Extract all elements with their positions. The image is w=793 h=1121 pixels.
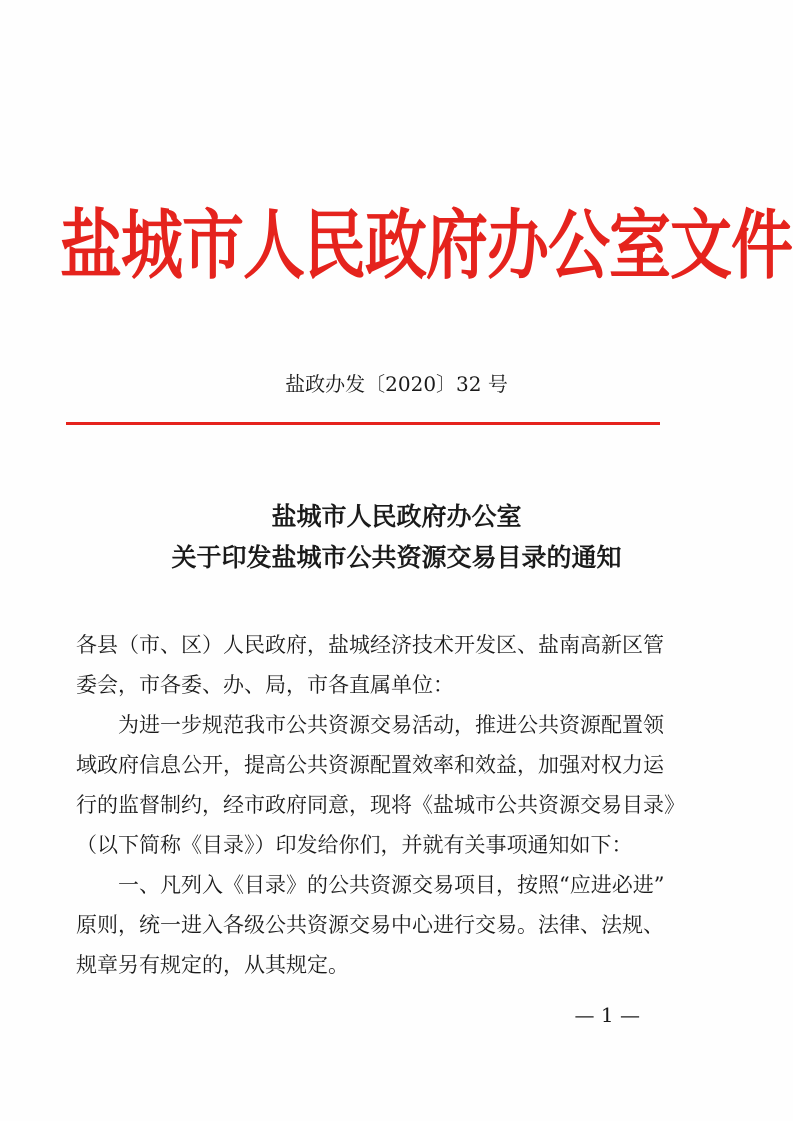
body-line-7: 一、凡列入《目录》的公共资源交易项目，按照“应进必进” (118, 873, 665, 897)
red-divider-line (66, 422, 660, 425)
document-header-title: 盐城市人民政府办公室文件 (60, 200, 793, 290)
document-number: 盐政办发〔2020〕32 号 (285, 372, 508, 396)
body-line-1: 各县（市、区）人民政府，盐城经济技术开发区、盐南高新区管 (76, 633, 664, 657)
page-number: — 1 — (574, 1003, 640, 1027)
notice-title-line-2: 关于印发盐城市公共资源交易目录的通知 (171, 543, 622, 572)
body-line-2: 委会，市各委、办、局，市各直属单位： (76, 673, 454, 697)
body-line-3: 为进一步规范我市公共资源交易活动，推进公共资源配置领 (118, 713, 664, 737)
body-line-8: 原则，统一进入各级公共资源交易中心进行交易。法律、法规、 (76, 913, 664, 937)
body-line-6: （以下简称《目录》）印发给你们，并就有关事项通知如下： (76, 833, 633, 857)
body-line-4: 域政府信息公开，提高公共资源配置效率和效益，加强对权力运 (76, 753, 664, 777)
body-line-5: 行的监督制约，经市政府同意，现将《盐城市公共资源交易目录》 (76, 793, 685, 817)
notice-title-line-1: 盐城市人民政府办公室 (271, 502, 522, 531)
body-line-9: 规章另有规定的，从其规定。 (76, 953, 349, 977)
